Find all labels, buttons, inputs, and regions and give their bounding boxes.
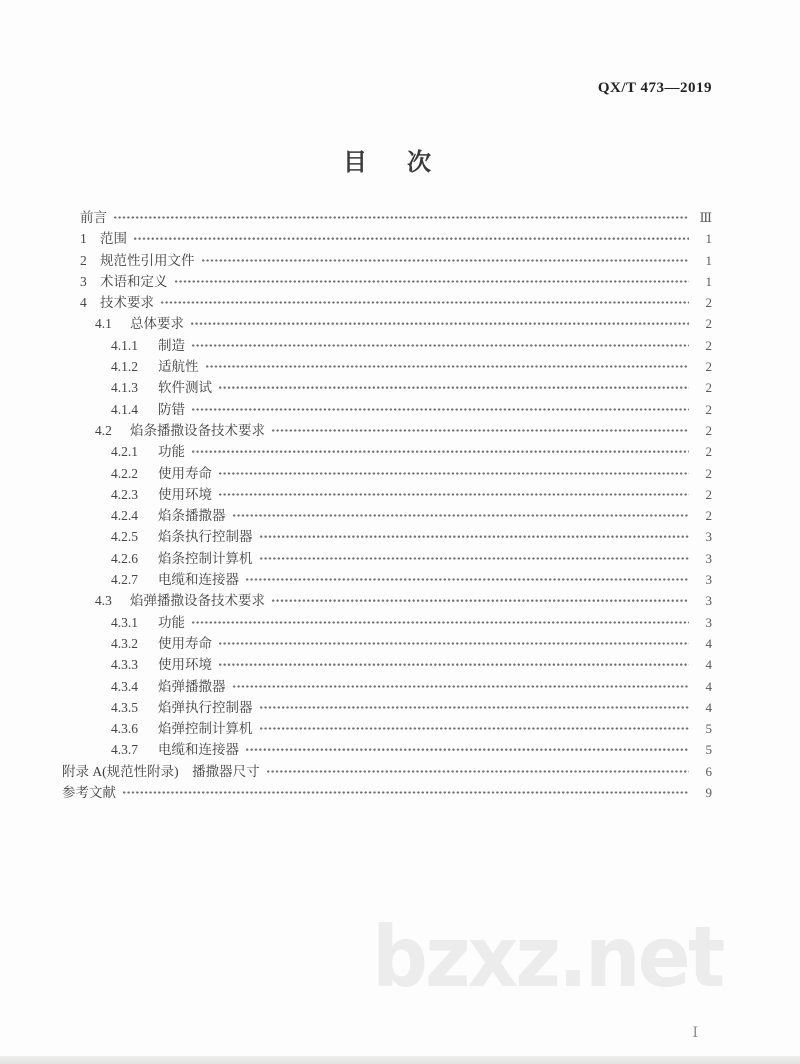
- toc-entry: [62, 526, 712, 547]
- dot-leader: [217, 377, 689, 398]
- toc-entry-page: 2: [705, 508, 712, 524]
- toc-entry: [62, 654, 712, 675]
- dot-leader: [231, 676, 690, 697]
- page-number: Ⅰ: [692, 1026, 698, 1041]
- toc-entry: [62, 676, 712, 697]
- toc-entry-page: 4: [705, 678, 712, 694]
- toc-entry-page: 1: [705, 273, 712, 289]
- dot-leader: [132, 228, 689, 249]
- dot-leader: [112, 207, 689, 228]
- toc-entry-number: 2: [80, 252, 87, 268]
- toc-entry: [62, 420, 712, 441]
- toc-entry: [62, 633, 712, 654]
- dot-leader: [217, 484, 689, 505]
- dot-leader: [200, 250, 690, 271]
- toc-entry-title: 焰弹控制计算机: [158, 721, 253, 737]
- toc-entry-page: 2: [705, 295, 712, 311]
- toc-entry: [62, 697, 712, 718]
- toc-entry-title: 电缆和连接器: [158, 572, 239, 588]
- toc-entry: [62, 463, 712, 484]
- toc-entry-number: 3: [80, 273, 87, 289]
- toc-entry-page: Ⅲ: [699, 210, 712, 225]
- toc-entry: [62, 271, 712, 292]
- toc-entry-title: 使用环境: [158, 486, 212, 502]
- toc-entry-title: 附录 A(规范性附录) 播撒器尺寸: [62, 763, 260, 779]
- toc-entry-title: 制造: [158, 337, 185, 353]
- dot-leader: [217, 633, 689, 654]
- toc-entry: [62, 505, 712, 526]
- toc-entry-title: 电缆和连接器: [158, 742, 239, 758]
- toc-entry-number: 4.2.3: [111, 486, 138, 502]
- dot-leader: [189, 313, 689, 334]
- dot-leader: [258, 718, 690, 739]
- toc-list: [62, 207, 712, 803]
- toc-entry-page: 3: [705, 550, 712, 566]
- toc-entry-title: 功能: [158, 444, 185, 460]
- toc-entry-page: 2: [705, 337, 712, 353]
- toc-entry-number: 4.1.4: [111, 401, 138, 417]
- toc-entry-number: 4.3.1: [111, 614, 138, 630]
- toc-entry-title: 使用寿命: [158, 465, 212, 481]
- toc-entry-page: 1: [705, 252, 712, 268]
- toc-entry-page: 4: [705, 657, 712, 673]
- toc-entry-page: 2: [705, 486, 712, 502]
- toc-entry-title: 规范性引用文件: [100, 252, 195, 268]
- toc-entry-number: 4.2.6: [111, 550, 138, 566]
- dot-leader: [265, 761, 689, 782]
- dot-leader: [258, 697, 690, 718]
- dot-leader: [258, 548, 690, 569]
- dot-leader: [244, 739, 689, 760]
- toc-entry-title: 焰条执行控制器: [158, 529, 253, 545]
- dot-leader: [159, 292, 689, 313]
- toc-entry-page: 9: [705, 785, 712, 801]
- toc-entry-number: 4.1: [95, 316, 112, 332]
- toc-entry-page: 3: [705, 593, 712, 609]
- toc-entry-number: 4.2.2: [111, 465, 138, 481]
- toc-entry: [62, 207, 712, 228]
- toc-entry-number: 4.2.1: [111, 444, 138, 460]
- toc-entry: [62, 739, 712, 760]
- toc-entry-page: 2: [705, 465, 712, 481]
- toc-entry-title: 范围: [100, 231, 127, 247]
- toc-entry-page: 4: [705, 699, 712, 715]
- toc-entry-number: 4.3.5: [111, 699, 138, 715]
- toc-entry: [62, 569, 712, 590]
- toc-entry: [62, 335, 712, 356]
- dot-leader: [190, 399, 689, 420]
- toc-entry-number: 4.3.7: [111, 742, 138, 758]
- dot-leader: [190, 441, 689, 462]
- toc-entry-title: 参考文献: [62, 785, 116, 801]
- dot-leader: [231, 505, 690, 526]
- toc-entry-number: 4.2.4: [111, 508, 138, 524]
- watermark: bzxz.net: [372, 908, 723, 1006]
- dot-leader: [258, 526, 690, 547]
- toc-entry-title: 焰条播撒设备技术要求: [130, 422, 265, 438]
- toc-entry-page: 2: [705, 444, 712, 460]
- toc-entry-number: 4.3.2: [111, 635, 138, 651]
- dot-leader: [270, 590, 689, 611]
- toc-entry-page: 2: [705, 316, 712, 332]
- toc-entry-title: 焰条控制计算机: [158, 550, 253, 566]
- toc-entry-title: 焰弹播撒设备技术要求: [130, 593, 265, 609]
- toc-entry-page: 2: [705, 359, 712, 375]
- dot-leader: [270, 420, 689, 441]
- toc-entry-page: 3: [705, 529, 712, 545]
- toc-entry-number: 4.1.3: [111, 380, 138, 396]
- toc-entry-page: 3: [705, 614, 712, 630]
- toc-entry-number: 4.3: [95, 593, 112, 609]
- toc-entry-title: 焰条播撒器: [158, 508, 226, 524]
- toc-entry-title: 总体要求: [130, 316, 184, 332]
- toc-entry: [62, 313, 712, 334]
- toc-entry-page: 3: [705, 572, 712, 588]
- toc-entry: [62, 590, 712, 611]
- toc-entry: [62, 399, 712, 420]
- toc-entry-page: 5: [705, 721, 712, 737]
- toc-entry-number: 4.1.1: [111, 337, 138, 353]
- toc-entry: [62, 292, 712, 313]
- toc-entry-number: 4.2.7: [111, 572, 138, 588]
- toc-entry: [62, 377, 712, 398]
- toc-entry-title: 焰弹执行控制器: [158, 699, 253, 715]
- toc-entry-page: 1: [705, 231, 712, 247]
- toc-entry: [62, 441, 712, 462]
- toc-entry-title: 术语和定义: [100, 273, 168, 289]
- dot-leader: [217, 463, 689, 484]
- toc-entry: [62, 250, 712, 271]
- dot-leader: [173, 271, 690, 292]
- page-title: 目 次: [343, 150, 439, 176]
- toc-entry: [62, 484, 712, 505]
- toc-entry: [62, 718, 712, 739]
- toc-entry-title: 前言: [80, 210, 107, 225]
- dot-leader: [190, 612, 689, 633]
- toc-entry-title: 技术要求: [100, 295, 154, 311]
- dot-leader: [121, 782, 689, 803]
- toc-entry-number: 4: [80, 295, 87, 311]
- toc-entry: [62, 761, 712, 782]
- dot-leader: [190, 335, 689, 356]
- toc-entry-title: 焰弹播撒器: [158, 678, 226, 694]
- dot-leader: [204, 356, 690, 377]
- toc-entry-number: 4.3.4: [111, 678, 138, 694]
- toc-entry-title: 使用寿命: [158, 635, 212, 651]
- toc-entry-page: 6: [705, 763, 712, 779]
- toc-entry-title: 功能: [158, 614, 185, 630]
- doc-number: QX/T 473—2019: [597, 80, 712, 96]
- toc-entry-page: 4: [705, 635, 712, 651]
- toc-entry-page: 2: [705, 380, 712, 396]
- toc-entry-number: 4.2: [95, 422, 112, 438]
- toc-entry: [62, 548, 712, 569]
- toc-entry: [62, 356, 712, 377]
- toc-entry: [62, 228, 712, 249]
- toc-entry-page: 2: [705, 401, 712, 417]
- toc-entry-title: 使用环境: [158, 657, 212, 673]
- dot-leader: [217, 654, 689, 675]
- toc-entry: [62, 782, 712, 803]
- toc-entry-number: 4.3.3: [111, 657, 138, 673]
- toc-entry: [62, 612, 712, 633]
- toc-entry-title: 适航性: [158, 359, 199, 375]
- dot-leader: [244, 569, 689, 590]
- toc-entry-page: 5: [705, 742, 712, 758]
- scan-edge: [0, 1056, 800, 1064]
- toc-entry-page: 2: [705, 422, 712, 438]
- toc-entry-number: 4.3.6: [111, 721, 138, 737]
- toc-entry-title: 软件测试: [158, 380, 212, 396]
- toc-entry-number: 4.1.2: [111, 359, 138, 375]
- toc-entry-number: 4.2.5: [111, 529, 138, 545]
- toc-entry-number: 1: [80, 231, 87, 247]
- toc-entry-title: 防错: [158, 401, 185, 417]
